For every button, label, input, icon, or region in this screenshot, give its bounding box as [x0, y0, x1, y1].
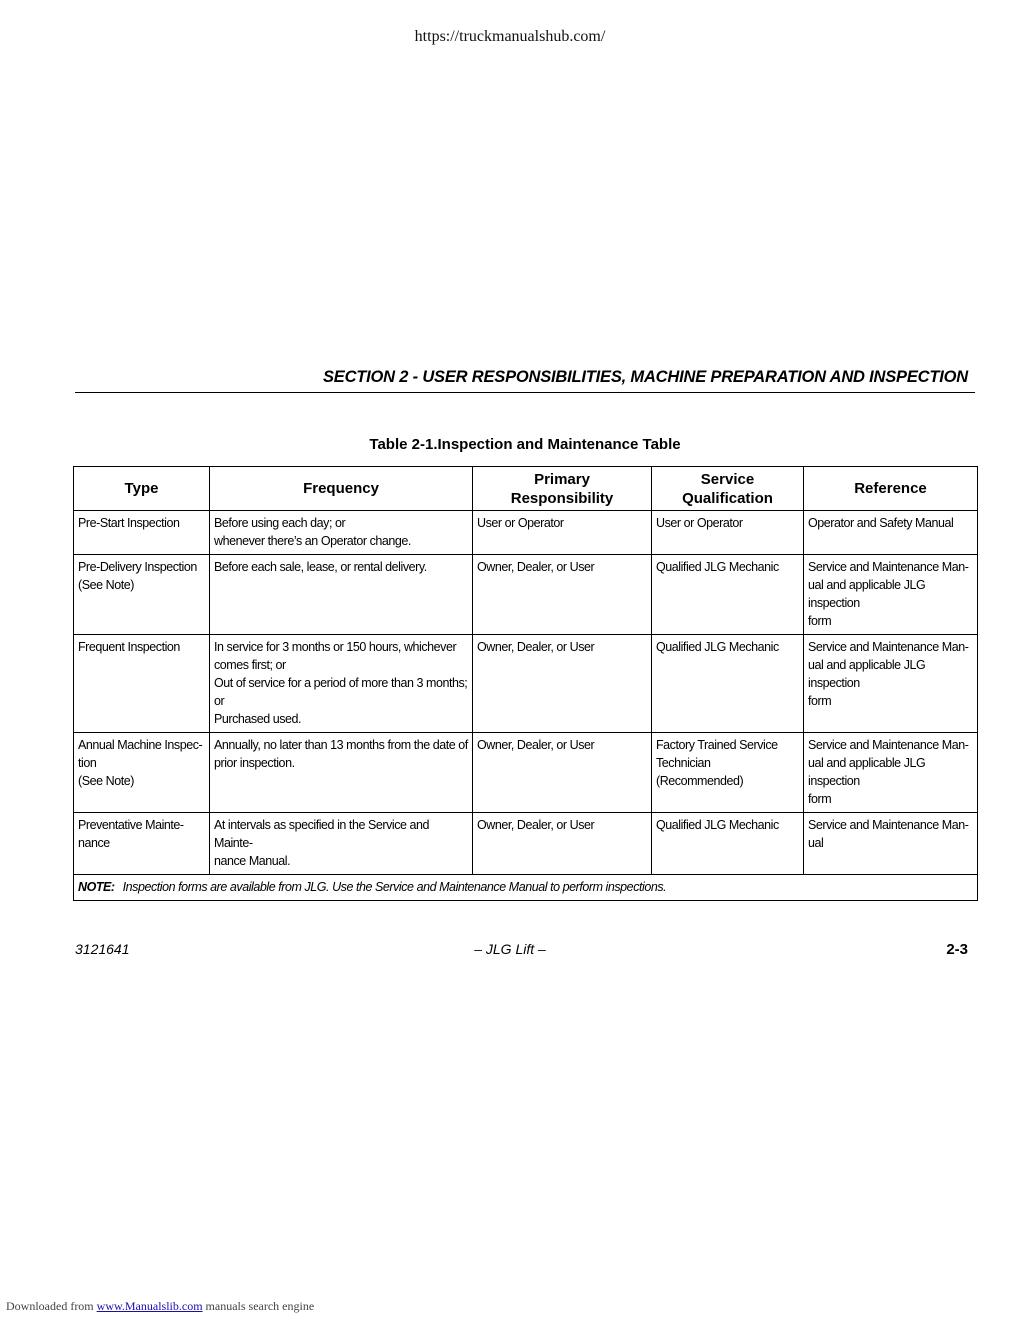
cell-text: prior inspection. [214, 756, 295, 770]
header-service-qualification [652, 467, 804, 511]
cell-text: Frequent Inspection [78, 640, 180, 654]
cell-frequency [210, 733, 473, 813]
cell-text: form [808, 792, 832, 806]
cell-text: form [808, 694, 832, 708]
document-number: 3121641 [75, 941, 130, 957]
cell-type [74, 733, 210, 813]
cell-text: User or Operator [656, 516, 743, 530]
cell-text: Operator and Safety Manual [808, 516, 954, 530]
cell-qualification [652, 555, 804, 635]
cell-text: Owner, Dealer, or User [477, 560, 595, 574]
cell-text: Before each sale, lease, or rental delivery. [214, 560, 427, 574]
download-prefix: Downloaded from [6, 1299, 94, 1313]
manualslib-link[interactable]: www.Manualslib.com [96, 1299, 203, 1313]
cell-text: Service and Maintenance Man- [808, 818, 969, 832]
table-row [74, 813, 978, 875]
cell-text: Qualified JLG Mechanic [656, 640, 779, 654]
table-row [74, 635, 978, 733]
cell-text: ual and applicable JLG inspection [808, 578, 926, 610]
header-frequency: Frequency [210, 467, 473, 511]
cell-text: Service and Maintenance Man- [808, 640, 969, 654]
cell-responsibility [473, 733, 652, 813]
cell-text: Qualified JLG Mechanic [656, 818, 779, 832]
cell-text: User or Operator [477, 516, 564, 530]
cell-type [74, 635, 210, 733]
cell-qualification [652, 813, 804, 875]
cell-text: Owner, Dealer, or User [477, 640, 595, 654]
page-number: 2-3 [946, 941, 968, 958]
cell-text: Factory Trained Service [656, 738, 778, 752]
cell-text: (See Note) [78, 578, 134, 592]
table-caption: Table 2-1.Inspection and Maintenance Table [369, 436, 681, 453]
download-notice [6, 1299, 314, 1314]
cell-type [74, 555, 210, 635]
inspection-maintenance-table [73, 466, 978, 901]
cell-reference [804, 511, 978, 555]
cell-text: ual and applicable JLG inspection [808, 658, 926, 690]
header-primary-responsibility [473, 467, 652, 511]
cell-text: form [808, 614, 832, 628]
cell-text: Qualified JLG Mechanic [656, 560, 779, 574]
cell-text: Before using each day; or [214, 516, 346, 530]
header-type: Type [74, 467, 210, 511]
header-text: Responsibility [510, 489, 614, 507]
cell-reference [804, 635, 978, 733]
cell-text: In service for 3 months or 150 hours, whichever [214, 640, 457, 654]
cell-type [74, 511, 210, 555]
cell-text: Pre-Delivery Inspection [78, 560, 197, 574]
cell-reference [804, 733, 978, 813]
cell-text: whenever there’s an Operator change. [214, 534, 411, 548]
note-label: NOTE: [78, 880, 115, 894]
cell-text: comes first; or [214, 658, 286, 672]
source-url: https://truckmanualshub.com/ [414, 28, 606, 45]
cell-responsibility [473, 813, 652, 875]
header-text: Primary [534, 470, 590, 488]
cell-text: ual and applicable JLG inspection [808, 756, 926, 788]
cell-responsibility [473, 635, 652, 733]
cell-responsibility [473, 555, 652, 635]
cell-text: (See Note) [78, 774, 134, 788]
table-header-row [74, 467, 978, 511]
cell-text: (Recommended) [656, 774, 744, 788]
download-suffix: manuals search engine [205, 1299, 315, 1313]
cell-text: Owner, Dealer, or User [477, 818, 595, 832]
cell-responsibility [473, 511, 652, 555]
cell-reference [804, 813, 978, 875]
cell-frequency [210, 511, 473, 555]
cell-text: Technician [656, 756, 711, 770]
header-reference: Reference [804, 467, 978, 511]
cell-text: Out of service for a period of more than 3 months; or [214, 676, 468, 708]
header-text: Qualification [682, 489, 773, 507]
cell-text: Service and Maintenance Man- [808, 560, 969, 574]
table-row [74, 511, 978, 555]
cell-frequency [210, 635, 473, 733]
footer-brand: – JLG Lift – [474, 941, 546, 957]
cell-qualification [652, 511, 804, 555]
cell-text: Pre-Start Inspection [78, 516, 180, 530]
note-text: Inspection forms are available from JLG. Use the Service and Maintenance Manual to perform inspections. [122, 880, 667, 894]
header-text: Service [700, 470, 755, 488]
cell-qualification [652, 635, 804, 733]
cell-text: tion [78, 756, 97, 770]
cell-text: nance [78, 836, 110, 850]
cell-text: Owner, Dealer, or User [477, 738, 595, 752]
cell-text: Annually, no later than 13 months from the date of [214, 738, 468, 752]
cell-type [74, 813, 210, 875]
table-row [74, 733, 978, 813]
cell-text: nance Manual. [214, 854, 291, 868]
cell-frequency [210, 813, 473, 875]
cell-frequency [210, 555, 473, 635]
cell-text: Service and Maintenance Man- [808, 738, 969, 752]
cell-text: Annual Machine Inspec- [78, 738, 203, 752]
cell-text: Preventative Mainte- [78, 818, 184, 832]
cell-text: Purchased used. [214, 712, 302, 726]
cell-text: ual [808, 836, 824, 850]
cell-text: At intervals as specified in the Service and Mainte- [214, 818, 430, 850]
note-row [74, 875, 978, 901]
table-row [74, 555, 978, 635]
section-header: SECTION 2 - USER RESPONSIBILITIES, MACHINE PREPARATION AND INSPECTION [322, 368, 968, 386]
cell-reference [804, 555, 978, 635]
section-divider [75, 392, 975, 393]
cell-qualification [652, 733, 804, 813]
note-cell [74, 875, 978, 901]
